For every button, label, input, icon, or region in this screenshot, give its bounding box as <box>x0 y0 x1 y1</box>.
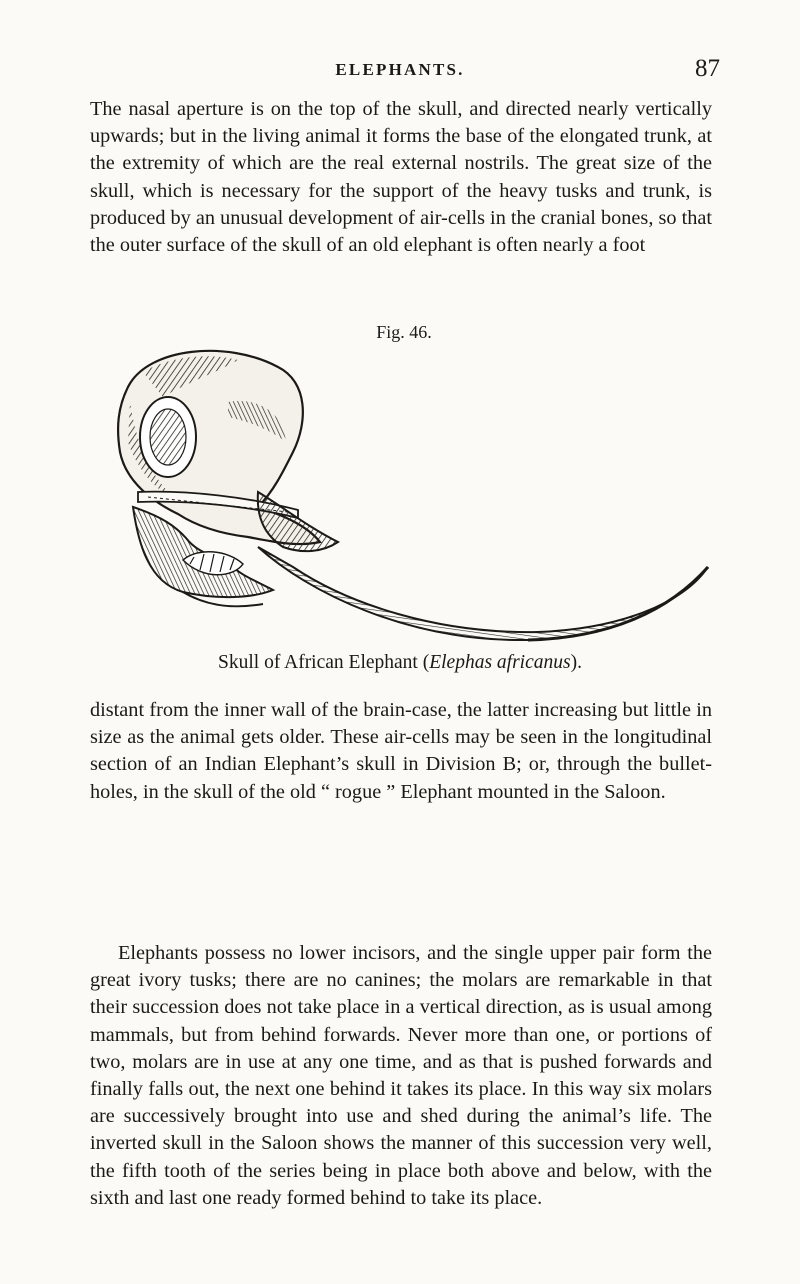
caption-prefix: Skull of African Elephant ( <box>218 652 430 673</box>
elephant-skull-illustration <box>108 342 718 667</box>
paragraph-nasal-aperture: The nasal aperture is on the top of the skull, and directed nearly vertically upwards; but in the living animal it forms the base of the elongated trunk, at the extremity of which are the real external nostrils. The great size of the skull, which is necessary for the support of the heavy tusks and trunk, is produced by an unusual development of air-cells in the cranial bones, so that the outer surface of the skull of an old elephant is often nearly a foot <box>90 98 712 257</box>
page-number: 87 <box>695 55 720 82</box>
running-head <box>0 55 800 88</box>
figure-caption <box>0 652 800 674</box>
paragraph-air-cells: distant from the inner wall of the brain-case, the latter increasing but little in size as the animal gets older. These air-cells may be seen in the longitudinal section of an Indian Elephant’s skull in Division B; or, through the bullet-holes, in the skull of the old “ rogue ” Elephant mounted in the Saloon. <box>90 699 712 803</box>
paragraph-incisors-molars: Elephants possess no lower incisors, and the single upper pair form the great ivory tusks; there are no canines; the molars are remarkable in that their succession does not take place in a vertical direction, as is usual among mammals, but from behind forwards. Never more than one, or portions of two, molars are in use at any one time, and as that is pushed forwards and finally falls out, the next one behind it takes its place. In this way six molars are successively brought into use and shed during the animal’s life. The inverted skull in the Saloon shows the manner of this succession very well, the fifth tooth of the series being in place both above and below, with the sixth and last one ready formed behind to take its place. <box>90 942 712 1209</box>
running-title: ELEPHANTS. <box>335 60 465 79</box>
figure-label: Fig. 46. <box>376 322 432 342</box>
caption-suffix: ). <box>570 652 582 673</box>
caption-species: Elephas africanus <box>429 652 571 673</box>
